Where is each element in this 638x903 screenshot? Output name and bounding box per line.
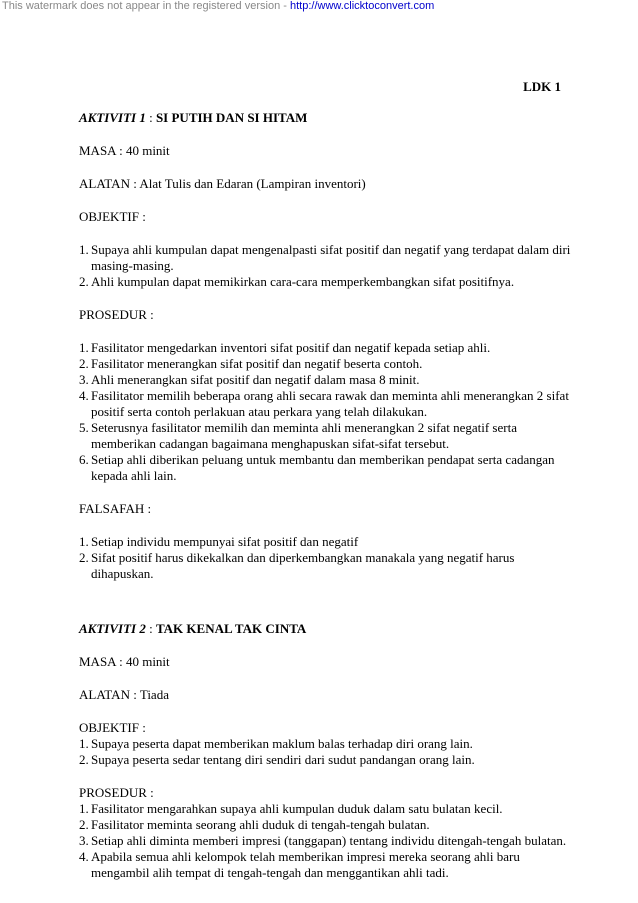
activity2-heading [79, 621, 579, 637]
list-item: 1. Supaya peserta dapat memberikan maklum balas terhadap diri orang lain. [79, 736, 473, 751]
activity2-prosedur-list [79, 801, 579, 881]
activity2-separator: : [145, 621, 156, 636]
list-item: 1. Setiap individu mempunyai sifat positif dan negatif [79, 534, 359, 549]
activity1-falsafah-list [79, 534, 579, 582]
activity2-objektif-heading: OBJEKTIF : [79, 720, 146, 735]
activity1-separator: : [145, 110, 156, 125]
watermark-text: This watermark does not appear in the registered version - [2, 0, 290, 12]
activity1-number: AKTIVITI 1 [79, 110, 146, 125]
activity1-alatan: ALATAN : Alat Tulis dan Edaran (Lampiran inventori) [79, 176, 366, 191]
activity2-alatan: ALATAN : Tiada [79, 687, 169, 702]
list-item: 2. Ahli kumpulan dapat memikirkan cara-cara memperkembangkan sifat positifnya. [79, 274, 515, 289]
activity2-objektif-list [79, 736, 579, 768]
activity1-title: SI PUTIH DAN SI HITAM [155, 110, 308, 125]
list-item: 6. Setiap ahli diberikan peluang untuk membantu dan memberikan pendapat serta cadangan kepada ahli lain. [79, 452, 555, 483]
watermark-notice [2, 0, 434, 12]
list-item: 3. Ahli menerangkan sifat positif dan negatif dalam masa 8 minit. [79, 372, 420, 387]
activity1-masa: MASA : 40 minit [79, 143, 170, 158]
activity1-objektif-list [79, 242, 579, 290]
list-item: 1. Supaya ahli kumpulan dapat mengenalpasti sifat positif dan negatif yang terdapat dalam diri masing-masing. [79, 242, 571, 273]
activity2-title: TAK KENAL TAK CINTA [155, 621, 307, 636]
list-item: 3. Setiap ahli diminta memberi impresi (tanggapan) tentang individu ditengah-tengah bulatan. [79, 833, 567, 848]
list-item: 4. Fasilitator memilih beberapa orang ahli secara rawak dan meminta ahli menerangkan 2 sifat positif serta contoh perlakuan atau perkara yang telah dilakukan. [79, 388, 569, 419]
activity2-masa: MASA : 40 minit [79, 654, 170, 669]
list-item: 4. Apabila semua ahli kelompok telah memberikan impresi mereka seorang ahli baru mengambil alih tempat di tengah-tengah dan menggantikan ahli tadi. [79, 849, 520, 880]
activity1-heading [79, 110, 579, 126]
list-item: 2. Fasilitator menerangkan sifat positif dan negatif beserta contoh. [79, 356, 423, 371]
list-item: 1. Fasilitator mengarahkan supaya ahli kumpulan duduk dalam satu bulatan kecil. [79, 801, 503, 816]
activity1-falsafah-heading: FALSAFAH : [79, 501, 152, 516]
list-item: 1. Fasilitator mengedarkan inventori sifat positif dan negatif kepada setiap ahli. [79, 340, 491, 355]
activity1-prosedur-heading: PROSEDUR : [79, 307, 154, 322]
ldk-label: LDK 1 [523, 79, 561, 94]
list-item: 2. Supaya peserta sedar tentang diri sendiri dari sudut pandangan orang lain. [79, 752, 475, 767]
activity1-prosedur-list [79, 340, 579, 484]
activity1-objektif-heading: OBJEKTIF : [79, 209, 146, 224]
list-item: 5. Seterusnya fasilitator memilih dan meminta ahli menerangkan 2 sifat negatif serta memberikan cadangan bagaimana menghapuskan sifat-sifat tersebut. [79, 420, 517, 451]
activity2-number: AKTIVITI 2 [79, 621, 146, 636]
list-item: 2. Sifat positif harus dikekalkan dan diperkembangkan manakala yang negatif harus dihapuskan. [79, 550, 515, 581]
document-body [79, 110, 579, 898]
watermark-link[interactable]: http://www.clicktoconvert.com [289, 0, 435, 12]
list-item: 2. Fasilitator meminta seorang ahli duduk di tengah-tengah bulatan. [79, 817, 430, 832]
activity2-prosedur-heading: PROSEDUR : [79, 785, 154, 800]
